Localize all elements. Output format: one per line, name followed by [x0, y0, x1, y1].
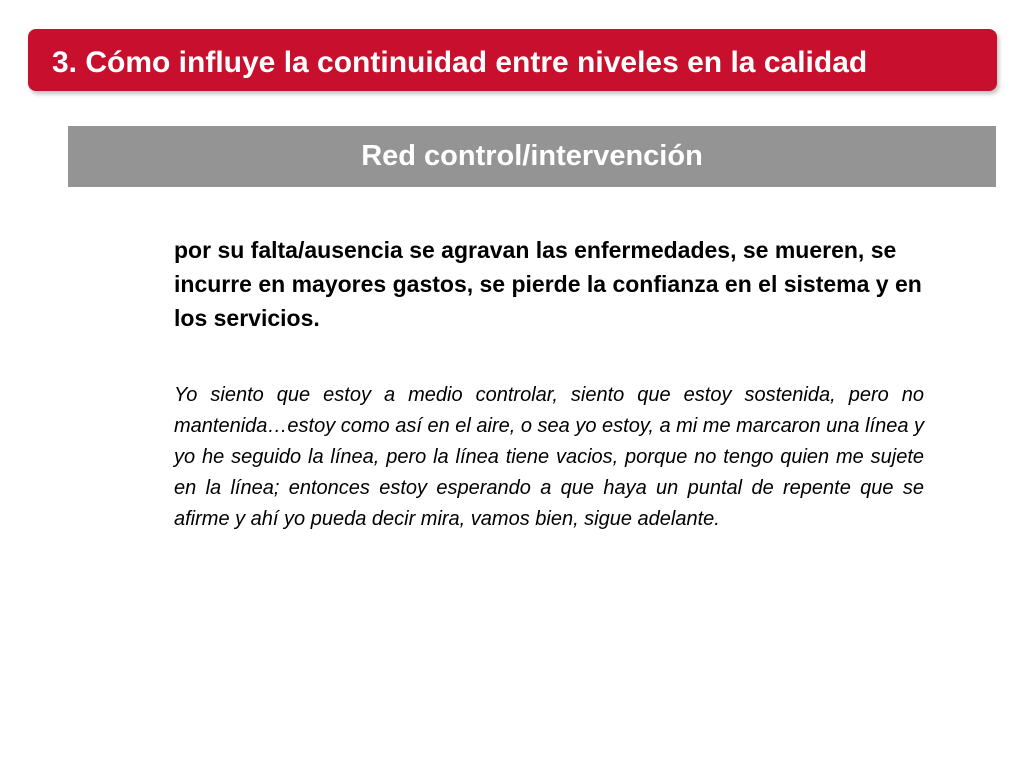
testimonial-quote: Yo siento que estoy a medio controlar, siento que estoy sostenida, pero no mantenida…estoy como así en el aire, o sea yo estoy, a mi me marcaron una línea y yo he seguido la línea, pero la línea tiene vacios, porque no tengo quien me sujete en la línea; entonces estoy esperando a que haya un puntal de repente que se afirme y ahí yo pueda decir mira, vamos bien, sigue adelante.	[174, 384, 924, 530]
statement-paragraph: por su falta/ausencia se agravan las enfermedades, se mueren, se incurre en mayores gastos, se pierde la confianza en el sistema y en los servicios.	[174, 237, 922, 331]
slide-subtitle: Red control/intervención	[361, 140, 703, 172]
slide-title: 3. Cómo influye la continuidad entre niveles en la calidad	[52, 46, 868, 79]
